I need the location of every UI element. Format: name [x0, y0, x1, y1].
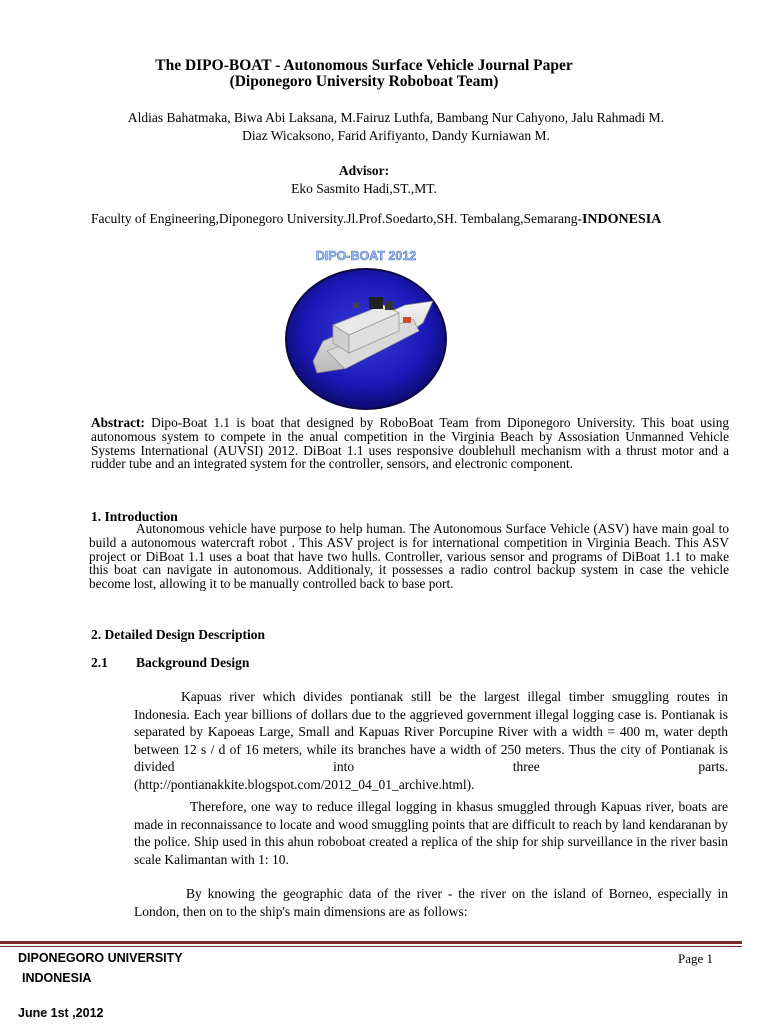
- author-list: [0, 109, 768, 145]
- section-2-1-number: 2.1: [91, 655, 108, 670]
- section-2-heading: 2. Detailed Design Description: [91, 627, 265, 642]
- authors-line-1: Aldias Bahatmaka, Biwa Abi Laksana, M.Fairuz Luthfa, Bambang Nur Cahyono, Jalu Rahmadi M.: [127, 110, 665, 125]
- abstract-body: Dipo-Boat 1.1 is boat that designed by RoboBoat Team from Diponegoro University. This boat using autonomous system to compete in the anual competition in the Virginia Beach by Assosiation Unmanned Vehicle Systems International (AUVSI) 2012. DiBoat 1.1 uses responsive doublehull mechanism with a thrust motor and a rudder tube and an integrated system for the controller, sensors, and electronic component.: [91, 415, 729, 472]
- footer-country: INDONESIA: [22, 971, 92, 985]
- logo-caption: DIPO-BOAT 2012: [315, 249, 417, 263]
- title-line-1: The DIPO-BOAT - Autonomous Surface Vehicle Journal Paper: [155, 57, 573, 74]
- footer-university: DIPONEGORO UNIVERSITY: [18, 951, 183, 965]
- page-number: Page 1: [678, 951, 714, 966]
- paper-title: [0, 58, 728, 90]
- abstract: [91, 416, 729, 471]
- affiliation-country: INDONESIA: [581, 212, 662, 227]
- advisor-heading: Advisor:: [338, 163, 390, 178]
- paragraph-kapuas-text: Kapuas river which divides pontianak still be the largest illegal timber smuggling routes in Indonesia. Each year billions of dollars due to the aggrieved government illegal logging case is. Pontianak is separated by Kapoeas Large, Small and Kapuas River Porcupine River with a width = 400 m, water depth between 12 s / d of 16 meters, while its branches have a width of 250 meters. Thus the city of Pontianak is divided into three parts.: [134, 689, 728, 774]
- affiliation-text: Faculty of Engineering,Diponegoro University.Jl.Prof.Soedarto,SH. Tembalang,Semarang-: [91, 211, 582, 226]
- authors-line-2: Diaz Wicaksono, Farid Arifiyanto, Dandy Kurniawan M.: [242, 128, 550, 143]
- paragraph-kapuas-url: (http://pontianakkite.blogspot.com/2012_04_01_archive.html).: [134, 776, 475, 792]
- paragraph-dimensions: By knowing the geographic data of the river - the river on the island of Borneo, especially in London, then on to the ship's main dimensions are as follows:: [134, 886, 728, 919]
- abstract-label: Abstract:: [91, 415, 145, 430]
- affiliation: [91, 211, 741, 228]
- advisor-name: Eko Sasmito Hadi,ST.,MT.: [291, 181, 437, 196]
- footer-divider-thick: [0, 941, 742, 944]
- section-1-body: Autonomous vehicle have purpose to help human. The Autonomous Surface Vehicle (ASV) have main goal to build a autonomous watercraft robot . This ASV project is for international competition in Virginia Beach. This ASV project or DiBoat 1.1 uses a boat that have two hulls. Controller, various sensor and programs of DiBoat 1.1 to make this boat can navigate in autonomous. Additionaly, it possesses a radio control backup system in case the vehicle become lost, allowing it to be manually controlled back to base port.: [89, 521, 729, 592]
- boat-logo-image: [283, 243, 449, 411]
- paragraph-reconnaissance: Therefore, one way to reduce illegal logging in khasus smuggled through Kapuas river, boats are made in reconnaissance to locate and wood smuggling points that are difficult to reach by land kendaranan by the police. Ship used in this ahun roboboat created a replica of the ship for ship surveillance in the river basin scale Kalimantan with 1: 10.: [134, 799, 728, 867]
- title-line-2: (Diponegoro University Roboboat Team): [229, 73, 499, 90]
- paragraph-kapuas: [134, 688, 728, 793]
- footer-date: June 1st ,2012: [18, 1006, 104, 1020]
- footer-divider-thin: [0, 946, 742, 947]
- section-2-1-heading: Background Design: [136, 655, 250, 670]
- section-1-heading: 1. Introduction: [91, 509, 178, 524]
